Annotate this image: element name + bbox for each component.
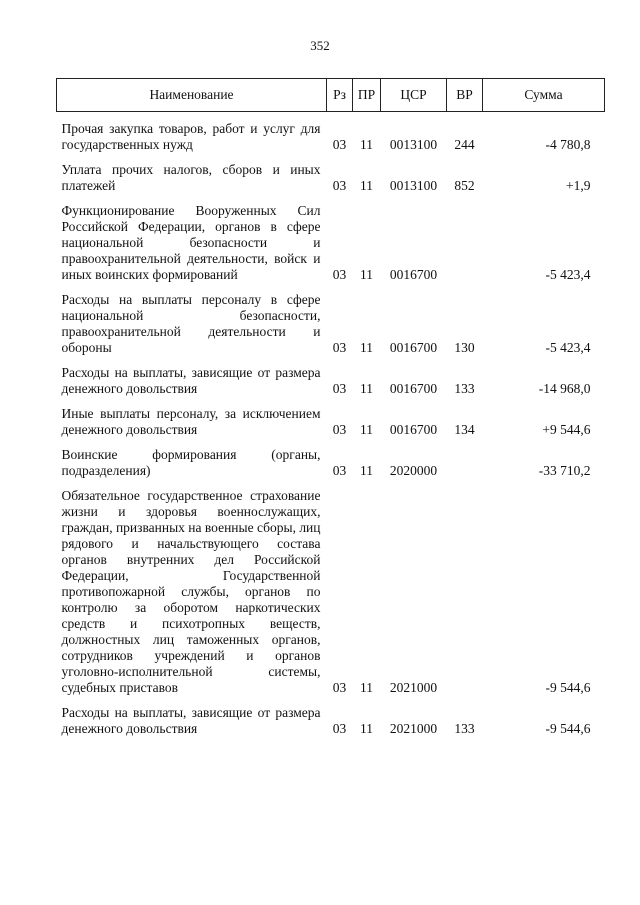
table-row — [57, 121, 605, 153]
header-name: Наименование — [57, 79, 327, 112]
header-sum: Сумма — [483, 79, 605, 112]
row-csr: 0016700 — [389, 340, 438, 355]
table-body — [57, 112, 605, 738]
table-row — [57, 203, 605, 283]
row-name: Прочая закупка товаров, работ и услуг для государственных нужд — [61, 121, 321, 152]
table-row — [57, 488, 605, 696]
table-row — [57, 365, 605, 397]
header-vr: ВР — [447, 79, 483, 112]
row-sum: -9 544,6 — [545, 680, 591, 695]
row-vr — [447, 203, 483, 283]
row-rz: 03 — [332, 680, 347, 695]
row-vr: 133 — [454, 381, 475, 396]
budget-table — [56, 78, 605, 737]
row-name: Уплата прочих налогов, сборов и иных платежей — [61, 162, 321, 193]
row-pr: 11 — [360, 178, 373, 193]
row-sum: +1,9 — [566, 178, 591, 193]
row-pr: 11 — [360, 340, 373, 355]
table-row — [57, 406, 605, 438]
table-row — [57, 162, 605, 194]
row-sum: -9 544,6 — [545, 721, 591, 736]
row-sum: -5 423,4 — [545, 340, 591, 355]
header-rz: Рз — [327, 79, 353, 112]
row-rz: 03 — [332, 381, 347, 396]
row-csr: 2021000 — [389, 680, 438, 695]
row-csr: 2021000 — [389, 721, 438, 736]
row-pr: 11 — [360, 680, 373, 695]
header-row — [57, 79, 605, 112]
header-pr: ПР — [353, 79, 381, 112]
row-name: Функционирование Вооруженных Сил Российской Федерации, органов в сфере национальной безопасности и правоохранительной деятельности, войск и иных воинских формирований — [61, 203, 321, 282]
row-vr: 130 — [454, 340, 475, 355]
row-vr — [447, 447, 483, 479]
row-rz: 03 — [332, 137, 347, 152]
row-pr: 11 — [360, 381, 373, 396]
row-vr: 133 — [454, 721, 475, 736]
row-name: Расходы на выплаты персоналу в сфере национальной безопасности, правоохранительной деятельности и обороны — [61, 292, 321, 355]
row-vr: 134 — [454, 422, 475, 437]
row-csr: 0013100 — [389, 137, 438, 152]
row-sum: -5 423,4 — [545, 267, 591, 282]
row-pr: 11 — [360, 422, 373, 437]
header-csr: ЦСР — [381, 79, 447, 112]
row-name: Воинские формирования (органы, подразделения) — [61, 447, 321, 478]
row-vr: 852 — [454, 178, 475, 193]
row-csr: 0016700 — [389, 267, 438, 282]
table-row — [57, 447, 605, 479]
row-csr: 0013100 — [389, 178, 438, 193]
row-name: Расходы на выплаты, зависящие от размера денежного довольствия — [61, 705, 321, 736]
page-number: 352 — [310, 38, 330, 53]
row-name: Обязательное государственное страхование жизни и здоровья военнослужащих, граждан, призванных на военные сборы, лиц рядового и начальствующего состава органов внутренних дел Российской Федерации, Государственной противопожарной службы, органов по контролю за оборотом наркотических средств и психотропных веществ, должностных лиц таможенных органов, сотрудников учреждений и органов уголовно-исполнительной системы, судебных приставов — [61, 488, 321, 695]
row-rz: 03 — [332, 340, 347, 355]
row-name: Иные выплаты персоналу, за исключением денежного довольствия — [61, 406, 321, 437]
row-sum: -33 710,2 — [538, 463, 591, 478]
table-header — [57, 79, 605, 112]
row-rz: 03 — [332, 422, 347, 437]
row-sum: -4 780,8 — [545, 137, 591, 152]
row-rz: 03 — [332, 721, 347, 736]
row-pr: 11 — [360, 463, 373, 478]
row-rz: 03 — [332, 267, 347, 282]
row-pr: 11 — [360, 137, 373, 152]
row-vr — [447, 488, 483, 696]
row-rz: 03 — [332, 178, 347, 193]
row-sum: -14 968,0 — [538, 381, 591, 396]
row-csr: 2020000 — [389, 463, 438, 478]
row-csr: 0016700 — [389, 381, 438, 396]
table-row — [57, 292, 605, 356]
row-pr: 11 — [360, 267, 373, 282]
row-pr: 11 — [360, 721, 373, 736]
row-sum: +9 544,6 — [542, 422, 591, 437]
row-vr: 244 — [454, 137, 475, 152]
row-csr: 0016700 — [389, 422, 438, 437]
row-name: Расходы на выплаты, зависящие от размера денежного довольствия — [61, 365, 321, 396]
table-row — [57, 705, 605, 737]
row-rz: 03 — [332, 463, 347, 478]
